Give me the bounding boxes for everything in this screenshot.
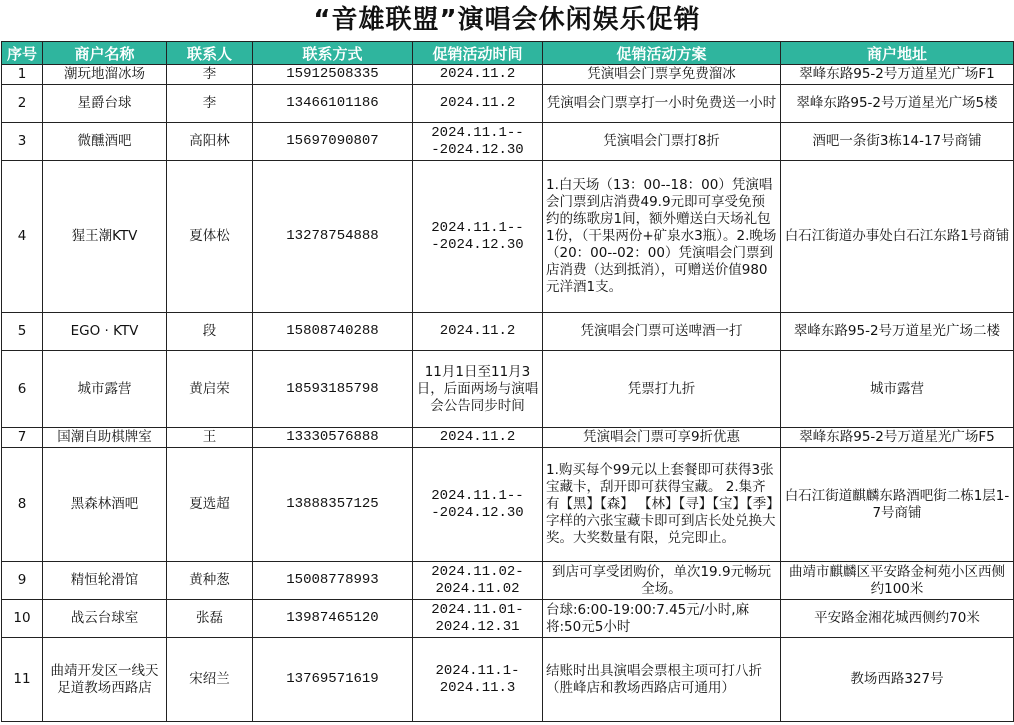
row-no: 2: [2, 85, 43, 123]
row-no: 5: [2, 313, 43, 351]
table-header-row: [2, 42, 1014, 65]
contact-person: 夏体松: [167, 161, 253, 313]
phone-number: 13769571619: [253, 638, 413, 722]
promo-time: 2024.11.2: [413, 85, 543, 123]
merchant-name: 精恒轮滑馆: [43, 562, 167, 600]
merchant-name: 微醺酒吧: [43, 123, 167, 161]
promo-time: 2024.11.02-2024.11.02: [413, 562, 543, 600]
promo-plan: 凭演唱会门票享打一小时免费送一小时: [543, 85, 781, 123]
table-row: [2, 161, 1014, 313]
row-no: 4: [2, 161, 43, 313]
table-row: [2, 562, 1014, 600]
phone-number: 13330576888: [253, 428, 413, 448]
header-promo-time: 促销活动时间: [413, 42, 543, 65]
phone-number: 13466101186: [253, 85, 413, 123]
promo-plan: 凭演唱会门票可享9折优惠: [543, 428, 781, 448]
merchant-address: 曲靖市麒麟区平安路金柯苑小区西侧约100米: [781, 562, 1014, 600]
table-row: [2, 85, 1014, 123]
phone-number: 13987465120: [253, 600, 413, 638]
phone-number: 15697090807: [253, 123, 413, 161]
promo-plan: 凭演唱会门票享免费溜冰: [543, 65, 781, 85]
contact-person: 段: [167, 313, 253, 351]
merchant-address: 翠峰东路95-2号万道星光广场5楼: [781, 85, 1014, 123]
merchant-address: 白石江街道麒麟东路酒吧街二栋1层1-7号商铺: [781, 448, 1014, 562]
table-row: [2, 428, 1014, 448]
table-row: [2, 351, 1014, 428]
promo-time: 11月1日至11月3日，后面两场与演唱会公告同步时间: [413, 351, 543, 428]
merchant-name: 猩王潮KTV: [43, 161, 167, 313]
merchant-address: 城市露营: [781, 351, 1014, 428]
phone-number: 13888357125: [253, 448, 413, 562]
promo-plan: 1.白天场（13：00--18：00）凭演唱会门票到店消费49.9元即可享受免预约的练歌房1间，额外赠送白天场礼包1份，（干果两份+矿泉水3瓶）。2.晚场（20：00--02：00）凭演唱会门票到店消费（达到抵消），可赠送价值980元洋酒1支。: [543, 161, 781, 313]
phone-number: 15008778993: [253, 562, 413, 600]
contact-person: 宋绍兰: [167, 638, 253, 722]
promo-plan: 结账时出具演唱会票根主项可打八折（胜峰店和教场西路店可通用）: [543, 638, 781, 722]
promo-time: 2024.11.01-2024.12.31: [413, 600, 543, 638]
contact-person: 李: [167, 85, 253, 123]
merchant-name: 黑森林酒吧: [43, 448, 167, 562]
merchant-name: 曲靖开发区一线天足道教场西路店: [43, 638, 167, 722]
merchant-address: 翠峰东路95-2号万道星光广场F5: [781, 428, 1014, 448]
merchant-address: 教场西路327号: [781, 638, 1014, 722]
contact-person: 夏选超: [167, 448, 253, 562]
promotion-table: [1, 41, 1014, 722]
promo-time: 2024.11.2: [413, 428, 543, 448]
table-row: [2, 638, 1014, 722]
header-address: 商户地址: [781, 42, 1014, 65]
contact-person: 黄种葱: [167, 562, 253, 600]
row-no: 3: [2, 123, 43, 161]
merchant-address: 白石江街道办事处白石江东路1号商铺: [781, 161, 1014, 313]
phone-number: 15912508335: [253, 65, 413, 85]
row-no: 11: [2, 638, 43, 722]
promo-time: 2024.11.2: [413, 313, 543, 351]
row-no: 10: [2, 600, 43, 638]
promo-plan: 台球:6:00-19:00:7.45元/小时,麻将:50元5小时: [543, 600, 781, 638]
merchant-address: 平安路金湘花城西侧约70米: [781, 600, 1014, 638]
table-row: [2, 313, 1014, 351]
row-no: 8: [2, 448, 43, 562]
header-no: 序号: [2, 42, 43, 65]
merchant-address: 翠峰东路95-2号万道星光广场二楼: [781, 313, 1014, 351]
phone-number: 15808740288: [253, 313, 413, 351]
promo-time: 2024.11.1---2024.12.30: [413, 448, 543, 562]
table-row: [2, 448, 1014, 562]
page-title: “音雄联盟”演唱会休闲娱乐促销: [313, 5, 701, 35]
row-no: 1: [2, 65, 43, 85]
header-merchant-name: 商户名称: [43, 42, 167, 65]
merchant-name: EGO · KTV: [43, 313, 167, 351]
row-no: 7: [2, 428, 43, 448]
promo-plan: 1.购买每个99元以上套餐即可获得3张宝藏卡，刮开即可获得宝藏。 2.集齐有【黑】【森】 【林】【寻】【宝】【季】字样的六张宝藏卡即可到店长处兑换大奖。大奖数量有限，兑完即止。: [543, 448, 781, 562]
header-promo-plan: 促销活动方案: [543, 42, 781, 65]
merchant-name: 战云台球室: [43, 600, 167, 638]
promo-plan: 凭票打九折: [543, 351, 781, 428]
table-row: [2, 123, 1014, 161]
contact-person: 李: [167, 65, 253, 85]
merchant-address: 酒吧一条街3栋14-17号商铺: [781, 123, 1014, 161]
merchant-name: 国潮自助棋牌室: [43, 428, 167, 448]
promo-time: 2024.11.1-2024.11.3: [413, 638, 543, 722]
table-row: [2, 65, 1014, 85]
promo-time: 2024.11.1---2024.12.30: [413, 123, 543, 161]
promo-time: 2024.11.1---2024.12.30: [413, 161, 543, 313]
merchant-address: 翠峰东路95-2号万道星光广场F1: [781, 65, 1014, 85]
phone-number: 18593185798: [253, 351, 413, 428]
merchant-name: 城市露营: [43, 351, 167, 428]
contact-person: 王: [167, 428, 253, 448]
header-phone: 联系方式: [253, 42, 413, 65]
promo-plan: 到店可享受团购价，单次19.9元畅玩全场。: [543, 562, 781, 600]
row-no: 9: [2, 562, 43, 600]
promo-plan: 凭演唱会门票可送啤酒一打: [543, 313, 781, 351]
contact-person: 黄启荣: [167, 351, 253, 428]
phone-number: 13278754888: [253, 161, 413, 313]
merchant-name: 星爵台球: [43, 85, 167, 123]
header-contact-person: 联系人: [167, 42, 253, 65]
table-row: [2, 600, 1014, 638]
row-no: 6: [2, 351, 43, 428]
promo-time: 2024.11.2: [413, 65, 543, 85]
merchant-name: 潮玩地溜冰场: [43, 65, 167, 85]
promo-plan: 凭演唱会门票打8折: [543, 123, 781, 161]
contact-person: 高阳林: [167, 123, 253, 161]
contact-person: 张磊: [167, 600, 253, 638]
